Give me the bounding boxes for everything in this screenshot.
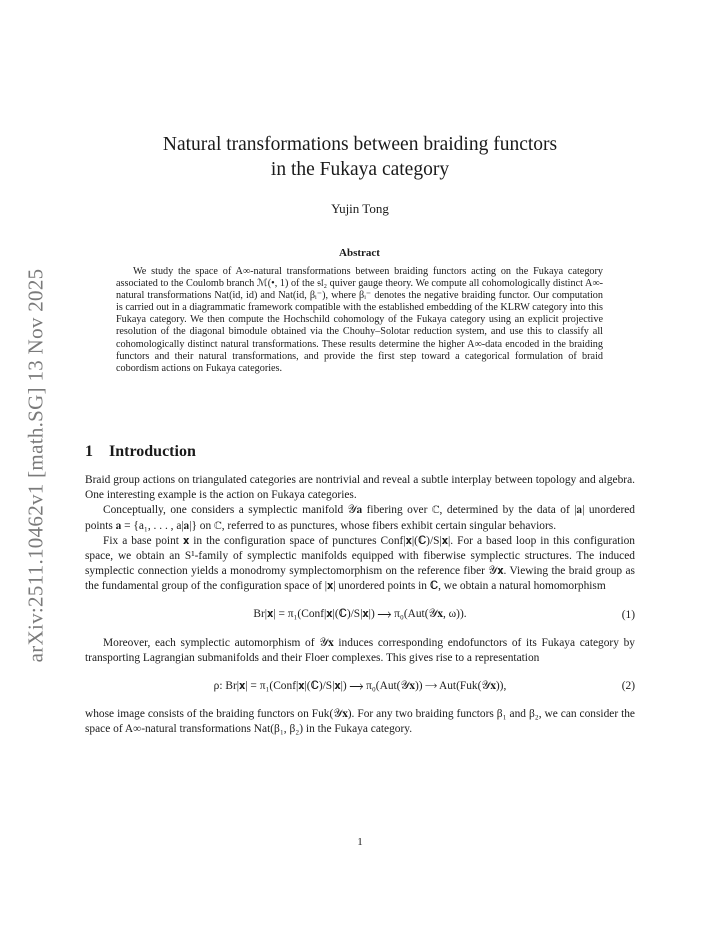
section-heading: [85, 443, 635, 461]
arxiv-identifier-stamp: [24, 245, 48, 685]
page-number: 1: [357, 836, 363, 848]
paper-title-line-1: Natural transformations between braiding functors: [162, 134, 558, 155]
equation-1-body: Br|𝐱| = π₁(Conf|𝐱|(ℂ)/S|𝐱|) ⟶ π₀(Aut(𝒴𝐱, ω)).: [253, 608, 467, 621]
abstract: [116, 247, 603, 375]
title-block: [0, 132, 720, 217]
equation-1-number: (1): [621, 608, 635, 621]
abstract-text: We study the space of A∞-natural transformations between braiding functors acting on the Fukaya category associated to the Coulomb branch ℳ(•, 1) of the 𝔰𝔩₂ quiver gauge theory. We compute all cohomologically distinct A∞-natural transformations Nat(id, id) and Nat(id, βᵢ⁻), where βᵢ⁻ denotes the negative braiding functor. Our computation is carried out in a diagrammatic framework compatible with the established embedding of the KLRW category into this Fukaya category. We then compute the Hochschild cohomology of the Fukaya category using an explicit projective resolution of the diagonal bimodule obtained via the Chouhy–Solotar reduction system, and use this to classify all cohomologically distinct natural transformations. These results determine the higher A∞-data encoded in the braiding functors and their natural transformations, and provide the first step toward a categorical formulation of braid cobordism actions on Fukaya categories.: [116, 266, 603, 374]
paper-title: [0, 132, 720, 182]
author-name: Yujin Tong: [331, 201, 389, 216]
section-title: Introduction: [109, 443, 196, 460]
equation-2: [85, 672, 635, 700]
arxiv-identifier-text: arXiv:2511.10462v1 [math.SG] 13 Nov 2025: [23, 268, 48, 662]
introduction-section: [85, 443, 635, 737]
paragraph-1: Braid group actions on triangulated categories are nontrivial and reveal a subtle interplay between topology and algebra. One interesting example is the action on Fukaya categories.: [85, 474, 635, 502]
paragraph-3: Fix a base point 𝐱 in the configuration space of punctures Conf|𝐱|(ℂ)/S|𝐱|. For a based loop in this configuration space, we obtain an S¹-family of symplectic manifolds equipped with fiberwise symplectic structures. The induced symplectic connection yields a monodromy symplectomorphism on the reference fiber 𝒴𝐱. Viewing the braid group as the fundamental group of the configuration space of |𝐱| unordered points in ℂ, we obtain a natural homomorphism: [85, 534, 635, 593]
equation-1: [85, 601, 635, 629]
paper-title-line-2: in the Fukaya category: [270, 159, 450, 180]
abstract-heading: Abstract: [339, 247, 380, 259]
paragraph-5: whose image consists of the braiding functors on Fuk(𝒴𝐱). For any two braiding functors β₁ and β₂, we can consider the space of A∞-natural transformations Nat(β₁, β₂) in the Fukaya category.: [85, 708, 635, 736]
equation-2-number: (2): [621, 680, 635, 693]
equation-2-body: ρ: Br|𝐱| = π₁(Conf|𝐱|(ℂ)/S|𝐱|) ⟶ π₀(Aut(𝒴𝐱)) ⟶ Aut(Fuk(𝒴𝐱)),: [213, 679, 507, 692]
paragraph-2: Conceptually, one considers a symplectic manifold 𝒴𝐚 fibering over ℂ, determined by the data of |𝐚| unordered points 𝐚 = {a₁, . . . , a|𝐚|} on ℂ, referred to as punctures, whose fibers exhibit certain singular behaviors.: [85, 504, 635, 532]
paragraph-4: Moreover, each symplectic automorphism of 𝒴𝐱 induces corresponding endofunctors of its Fukaya category by transporting Lagrangian submanifolds and their Floer complexes. This gives rise to a representation: [85, 636, 635, 664]
section-number: 1: [85, 443, 93, 460]
